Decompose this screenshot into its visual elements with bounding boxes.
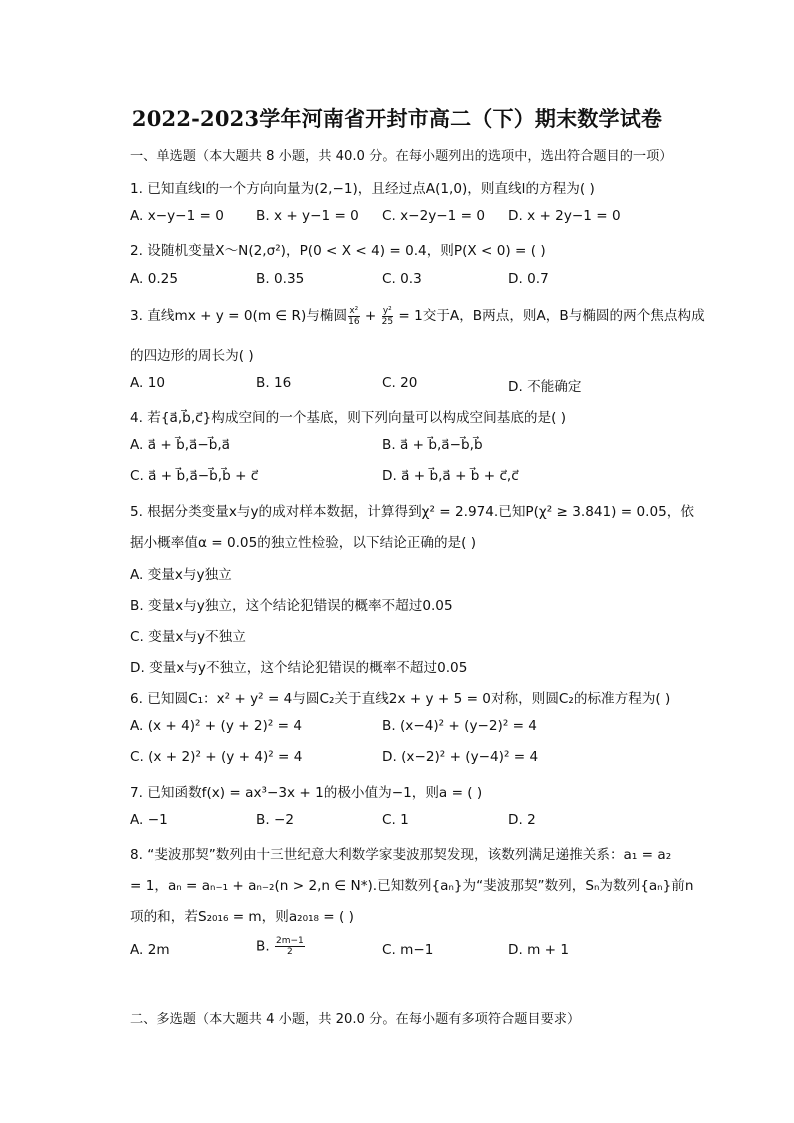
question-3-option-d: D. 不能确定 [508,379,582,395]
question-3-stem-part-2: = 1交于A，B两点，则A，B与椭圆的两个焦点构成 [394,308,705,324]
question-1-option-d: D. x + 2y−1 = 0 [508,208,621,224]
question-6-stem: 6. 已知圆C₁：x² + y² = 4与圆C₂关于直线2x + y + 5 = 0对称，则圆C₂的标准方程为( ) [130,691,671,707]
question-3-option-c: C. 20 [382,375,418,391]
question-8-option-c: C. m−1 [382,942,434,958]
question-8-option-a: A. 2m [130,942,170,958]
question-2-option-d: D. 0.7 [508,271,549,287]
ellipse-x-term [348,306,359,327]
question-7-stem: 7. 已知函数f(x) = ax³−3x + 1的极小值为−1，则a = ( ) [130,785,483,801]
question-8-stem-line-3: 项的和，若S₂₀₁₆ = m，则a₂₀₁₈ = ( ) [130,909,354,925]
question-3-option-b: B. 16 [256,375,292,391]
question-1-option-c: C. x−2y−1 = 0 [382,208,485,224]
question-3-option-a: A. 10 [130,375,165,391]
question-8-stem-line-2: = 1，aₙ = aₙ₋₁ + aₙ₋₂(n > 2,n ∈ N*).已知数列{aₙ}为“斐波那契”数列，Sₙ为数列{aₙ}前n [130,878,694,894]
frac-y-numerator: y² [382,305,392,316]
question-8-option-d: D. m + 1 [508,942,570,958]
question-4-option-c: C. a⃗ + b⃗,a⃗−b⃗,b⃗ + c⃗ [130,468,259,484]
question-3-stem-part-1: 3. 直线mx + y = 0(m ∈ R)与椭圆 [130,308,348,324]
question-4-stem: 4. 若{a⃗,b⃗,c⃗}构成空间的一个基底，则下列向量可以构成空间基底的是( ) [130,410,567,426]
question-2-option-c: C. 0.3 [382,271,422,287]
question-3-plus: + [360,308,381,324]
question-7-option-d: D. 2 [508,812,536,828]
question-5-option-b: B. 变量x与y独立，这个结论犯错误的概率不超过0.05 [130,598,453,614]
question-2-stem: 2. 设随机变量X～N(2,σ²)，P(0 < X < 4) = 0.4，则P(X < 0) = ( ) [130,243,546,259]
question-2-option-a: A. 0.25 [130,271,178,287]
question-6-option-d: D. (x−2)² + (y−4)² = 4 [382,749,539,765]
question-7-option-c: C. 1 [382,812,409,828]
question-8-option-b-fraction [275,936,305,957]
question-6-option-b: B. (x−4)² + (y−2)² = 4 [382,718,537,734]
question-4-option-d: D. a⃗ + b⃗,a⃗ + b⃗ + c⃗,c⃗ [382,468,519,484]
option-b-numerator: 2m−1 [275,936,304,946]
question-2-option-b: B. 0.35 [256,271,305,287]
frac-y-denominator: 25 [381,316,394,327]
question-4-option-a: A. a⃗ + b⃗,a⃗−b⃗,a⃗ [130,437,231,453]
question-5-stem-line-2: 据小概率值α = 0.05的独立性检验，以下结论正确的是( ) [130,535,477,551]
frac-x-numerator: x² [349,305,359,316]
question-5-option-a: A. 变量x与y独立 [130,567,232,583]
question-5-stem-line-1: 5. 根据分类变量x与y的成对样本数据，计算得到χ² = 2.974.已知P(χ² ≥ 3.841) = 0.05，依 [130,504,694,520]
question-3-stem-line-2: 的四边形的周长为( ) [130,348,254,364]
question-6-option-a: A. (x + 4)² + (y + 2)² = 4 [130,718,302,734]
frac-x-denominator: 16 [348,316,360,327]
question-7-option-b: B. −2 [256,812,295,828]
question-5-option-c: C. 变量x与y不独立 [130,629,246,645]
question-1-option-a: A. x−y−1 = 0 [130,208,224,224]
ellipse-y-term [382,306,393,327]
question-1-stem: 1. 已知直线l的一个方向向量为(2,−1)，且经过点A(1,0)，则直线l的方程为( ) [130,181,595,197]
question-5-option-d: D. 变量x与y不独立，这个结论犯错误的概率不超过0.05 [130,660,468,676]
question-4-option-b: B. a⃗ + b⃗,a⃗−b⃗,b⃗ [382,437,483,453]
question-1-option-b: B. x + y−1 = 0 [256,208,359,224]
question-8-stem-line-1: 8. “斐波那契”数列由十三世纪意大利数学家斐波那契发现，该数列满足递推关系：a₁ = a₂ [130,847,672,863]
question-6-option-c: C. (x + 2)² + (y + 4)² = 4 [130,749,303,765]
page-title: 2022-2023学年河南省开封市高二（下）期末数学试卷 [131,106,663,131]
section-heading-single-choice: 一、单选题（本大题共 8 小题，共 40.0 分。在每小题列出的选项中，选出符合题目的一项） [130,149,673,164]
option-b-denominator: 2 [286,947,293,957]
question-3-stem-line-1 [130,304,705,327]
section-heading-multiple-choice: 二、多选题（本大题共 4 小题，共 20.0 分。在每小题有多项符合题目要求） [130,1012,581,1027]
question-7-option-a: A. −1 [130,812,168,828]
question-8-option-b-label: B. [256,938,274,955]
question-8-option-b [256,936,306,957]
